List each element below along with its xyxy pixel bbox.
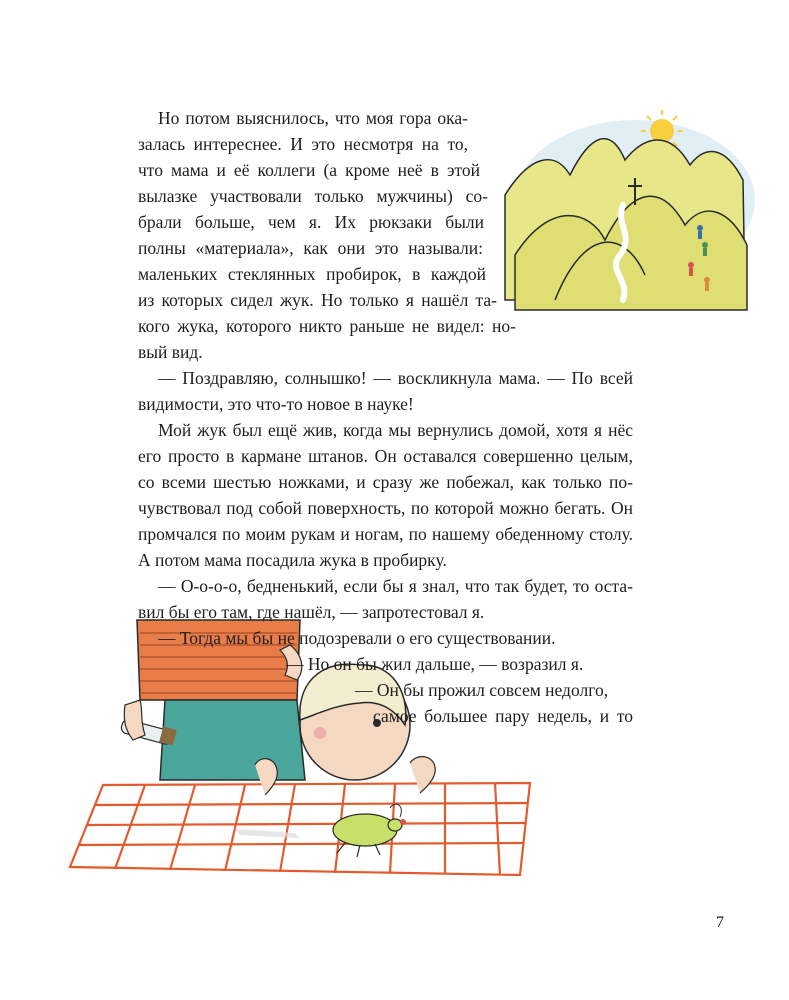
text-line-23: — Он бы прожил совсем недолго, — [355, 680, 609, 700]
text-line-24: самое большее пару недель, и то — [373, 706, 633, 726]
text-line-14: его просто в кармане штанов. Он оставался совершенно целым, — [138, 446, 633, 466]
text-line-9: кого жука, которого никто раньше не видел: но- — [138, 316, 516, 336]
text-line-5: брали больше, чем я. Их рюкзаки были — [138, 212, 484, 232]
beetle-icon — [333, 804, 406, 857]
text-line-2: залась интереснее. И это несмотря на то, — [138, 134, 468, 154]
text-line-15: со всеми шестью ножками, и сразу же побежал, как только по- — [138, 472, 633, 492]
text-line-7: маленьких стеклянных пробирок, в каждой — [138, 264, 486, 284]
text-line-11: — Поздравляю, солнышко! — воскликнула мама. — По всей — [158, 368, 633, 388]
text-line-12: видимости, это что-то новое в науке! — [138, 394, 414, 414]
text-line-10: вый вид. — [138, 342, 203, 362]
text-line-22: — Но он бы жил дальше, — возразил я. — [286, 654, 584, 674]
mountains-illustration — [495, 105, 755, 320]
text-line-6: полны «материала», как они это называли: — [138, 238, 483, 258]
text-line-8: из которых сидел жук. Но только я нашёл та- — [138, 290, 497, 310]
text-line-21: — Тогда мы бы не подозревали о его существовании. — [158, 628, 556, 648]
text-line-13: Мой жук был ещё жив, когда мы вернулись домой, хотя я нёс — [158, 420, 633, 440]
text-line-3: что мама и её коллеги (а кроме неё в этой — [138, 160, 480, 180]
text-line-4: вылазке участвовали только мужчины) со- — [138, 186, 488, 206]
sun-icon — [650, 119, 674, 143]
mother-trousers — [160, 700, 305, 780]
text-line-16: чувствовал под собой поверхность, по которой можно бегать. Он — [138, 498, 633, 518]
text-line-18: А потом мама посадила жука в пробирку. — [138, 550, 447, 570]
text-line-20: вил бы его там, где нашёл, — запротестовал я. — [138, 602, 485, 622]
text-line-17: промчался по моим рукам и ногам, по нашему обеденному столу. — [138, 524, 633, 544]
text-line-19: — О-о-о-о, бедненький, если бы я знал, что так будет, то оста- — [158, 576, 633, 596]
page-number: 7 — [716, 914, 724, 931]
text-line-1: Но потом выяснилось, что моя гора ока- — [158, 108, 468, 128]
tablecloth-grid — [70, 783, 530, 875]
